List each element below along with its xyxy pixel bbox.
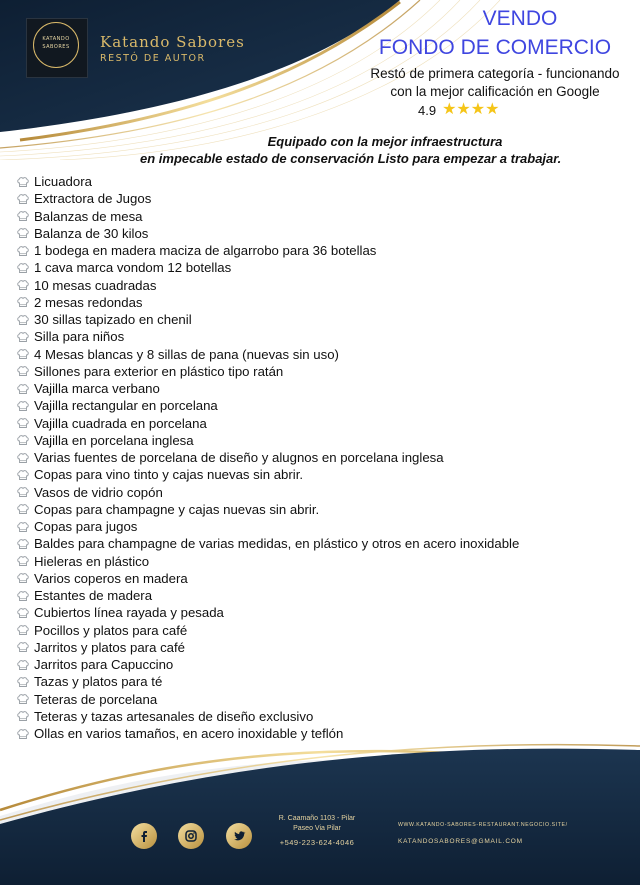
list-item-text: Tazas y platos para té: [34, 674, 163, 690]
list-item: [16, 190, 636, 207]
list-item-text: Teteras de porcelana: [34, 691, 158, 707]
list-item-text: Vajilla rectangular en porcelana: [34, 398, 218, 414]
list-item: [16, 466, 636, 483]
chef-hat-icon: [16, 227, 30, 239]
list-item-text: Cubiertos línea rayada y pesada: [34, 605, 224, 621]
list-item: [16, 363, 636, 380]
list-item: [16, 294, 636, 311]
list-item-text: Balanzas de mesa: [34, 208, 143, 224]
brand-name: Katando Sabores: [100, 33, 245, 51]
chef-hat-icon: [16, 641, 30, 653]
list-item-text: Sillones para exterior en plástico tipo ratán: [34, 363, 284, 379]
star-icon: ★: [485, 101, 500, 118]
list-item: [16, 397, 636, 414]
chef-hat-icon: [16, 383, 30, 395]
chef-hat-icon: [16, 555, 30, 567]
list-item-text: Extractora de Jugos: [34, 191, 152, 207]
list-item-text: Varios coperos en madera: [34, 570, 188, 586]
list-item: [16, 535, 636, 552]
chef-hat-icon: [16, 572, 30, 584]
list-item-text: Jarritos y platos para café: [34, 639, 185, 655]
list-item: [16, 553, 636, 570]
list-item-text: Pocillos y platos para café: [34, 622, 188, 638]
star-icon: ★: [442, 101, 457, 118]
rating-value: 4.9: [418, 102, 437, 118]
chef-hat-icon: [16, 503, 30, 515]
list-item-text: Varias fuentes de porcelana de diseño y alugnos en porcelana inglesa: [34, 450, 444, 466]
list-item-text: Hieleras en plástico: [34, 553, 150, 569]
list-item-text: Estantes de madera: [34, 588, 153, 604]
list-item-text: Jarritos para Capuccino: [34, 657, 174, 673]
list-item-text: 2 mesas redondas: [34, 294, 143, 310]
chef-hat-icon: [16, 590, 30, 602]
list-item-text: Copas para champagne y cajas nuevas sin abrir.: [34, 501, 320, 517]
list-item-text: Vajilla cuadrada en porcelana: [34, 415, 207, 431]
headline-line-2: FONDO DE COMERCIO: [378, 36, 612, 59]
chef-hat-icon: [16, 693, 30, 705]
list-item: [16, 501, 636, 518]
list-item: [16, 242, 636, 259]
list-item: [16, 346, 636, 363]
phone-number[interactable]: +549-223-624-4046: [279, 838, 355, 847]
chef-hat-icon: [16, 659, 30, 671]
list-item: [16, 328, 636, 345]
chef-hat-icon: [16, 434, 30, 446]
chef-hat-icon: [16, 469, 30, 481]
intro-line-1: Equipado con la mejor infraestructura: [267, 134, 503, 149]
list-item: [16, 604, 636, 621]
chef-hat-icon: [16, 331, 30, 343]
list-item: [16, 570, 636, 587]
chef-hat-icon: [16, 365, 30, 377]
description-line-2: con la mejor calificación en Google: [390, 84, 600, 99]
chef-hat-icon: [16, 210, 30, 222]
chef-hat-icon: [16, 486, 30, 498]
chef-hat-icon: [16, 607, 30, 619]
list-item: [16, 380, 636, 397]
google-rating: [418, 101, 499, 119]
chef-hat-icon: [16, 279, 30, 291]
list-item: [16, 259, 636, 276]
list-item-text: Vajilla en porcelana inglesa: [34, 432, 194, 448]
list-item: [16, 449, 636, 466]
rating-stars: [442, 101, 499, 119]
list-item: [16, 432, 636, 449]
chef-hat-icon: [16, 538, 30, 550]
address-line-2: Paseo Via Pilar: [293, 825, 341, 832]
list-item: [16, 484, 636, 501]
list-item: [16, 587, 636, 604]
list-item-text: 4 Mesas blancas y 8 sillas de pana (nuevas sin uso): [34, 346, 339, 362]
list-item-text: Copas para jugos: [34, 519, 138, 535]
chef-hat-icon: [16, 296, 30, 308]
email-link[interactable]: KATANDOSABORES@GMAIL.COM: [398, 838, 523, 845]
headline-line-1: VENDO: [482, 7, 558, 30]
chef-hat-icon: [16, 417, 30, 429]
chef-hat-icon: [16, 521, 30, 533]
chef-hat-icon: [16, 245, 30, 257]
chef-hat-icon: [16, 624, 30, 636]
list-item: [16, 415, 636, 432]
list-item: [16, 691, 636, 708]
list-item-text: Licuadora: [34, 174, 92, 190]
brand-subtitle: RESTÓ DE AUTOR: [100, 53, 206, 64]
chef-hat-icon: [16, 400, 30, 412]
list-item-text: 1 cava marca vondom 12 botellas: [34, 260, 232, 276]
list-item: [16, 673, 636, 690]
list-item: [16, 311, 636, 328]
intro-line-2: en impecable estado de conservación Listo para empezar a trabajar.: [140, 151, 562, 166]
list-item: [16, 518, 636, 535]
chef-hat-icon: [16, 676, 30, 688]
instagram-icon[interactable]: [178, 823, 204, 849]
list-item-text: Copas para vino tinto y cajas nuevas sin abrir.: [34, 467, 304, 483]
logo-text-bottom: SABORES: [42, 44, 70, 50]
list-item: [16, 225, 636, 242]
facebook-icon[interactable]: [131, 823, 157, 849]
list-item-text: Silla para niños: [34, 329, 125, 345]
twitter-icon[interactable]: [226, 823, 252, 849]
list-item-text: Teteras y tazas artesanales de diseño exclusivo: [34, 708, 314, 724]
star-icon: ★: [470, 101, 486, 118]
list-item-text: 30 sillas tapizado en chenil: [34, 312, 192, 328]
list-item-text: 10 mesas cuadradas: [34, 277, 157, 293]
list-item-text: Vasos de vidrio copón: [34, 484, 163, 500]
list-item-text: Balanza de 30 kilos: [34, 225, 149, 241]
website-link[interactable]: WWW.KATANDO-SABORES-RESTAURANT.NEGOCIO.SITE/: [398, 822, 568, 828]
description-line-1: Restó de primera categoría - funcionando: [370, 66, 620, 81]
list-item: [16, 208, 636, 225]
chef-hat-icon: [16, 262, 30, 274]
chef-hat-icon: [16, 314, 30, 326]
chef-hat-icon: [16, 193, 30, 205]
footer-background: [0, 720, 640, 885]
list-item: [16, 277, 636, 294]
address-line-1: R. Caamaño 1103 - Pilar: [278, 815, 356, 822]
logo-text-top: KATANDO: [42, 36, 70, 42]
list-item-text: Baldes para champagne de varias medidas, en plástico y otros en acero inoxidable: [34, 536, 520, 552]
chef-hat-icon: [16, 176, 30, 188]
list-item: [16, 656, 636, 673]
list-item: [16, 173, 636, 190]
list-item-text: Ollas en varios tamaños, en acero inoxidable y teflón: [34, 726, 344, 742]
star-icon: ★: [456, 101, 471, 118]
chef-hat-icon: [16, 348, 30, 360]
list-item: [16, 622, 636, 639]
list-item-text: 1 bodega en madera maciza de algarrobo para 36 botellas: [34, 243, 377, 259]
chef-hat-icon: [16, 452, 30, 464]
list-item-text: Vajilla marca verbano: [34, 381, 160, 397]
list-item: [16, 639, 636, 656]
inventory-list: [16, 173, 636, 742]
